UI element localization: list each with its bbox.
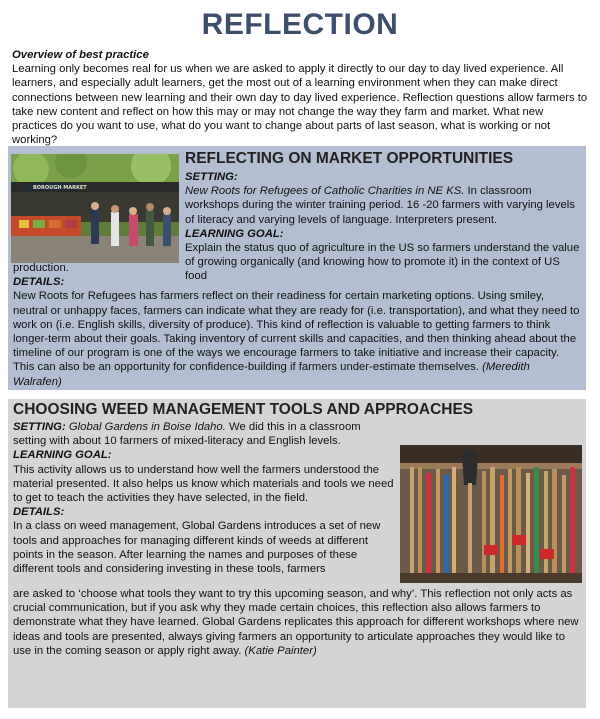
weed-details-text: In a class on weed management, Global Gardens introduces a set of new tools and approaches for managing different kinds of weeds at different points in the season. After learning the names and purposes of these different tools and considering investing in these tools, farmers: [13, 520, 381, 576]
market-setting-desc: In classroom workshops during the winter training period. 16 -20 farmers with varying levels of literacy and varying levels of language. Interpreters present.: [185, 185, 575, 226]
market-details-body: New Roots for Refugees has farmers reflect on their readiness for certain marketing options. Using smiley, neutral or unhappy faces, farmers can indicate what they are ready for (i.e. transportation), and what they need to work on (i.e. English skills, diversity of produce). This kind of reflection is valuable to getting farmers to think longer-term about their goals. Taking inventory of current skills and capacities, and then thinking ahead about the timeline of our program is one of the ways we encourage farmers to take initiative and increase their capacity. This can also be an opportunity for confidence-building if farmers under-estimate themselves.: [13, 290, 580, 374]
market-details-credit: (Meredith Walrafen): [13, 361, 530, 388]
tools-photo: [400, 445, 582, 583]
market-setting-org: New Roots for Refugees of Catholic Charities in NE KS.: [185, 185, 465, 198]
weed-section-title: CHOOSING WEED MANAGEMENT TOOLS AND APPROACHES: [13, 401, 474, 418]
weed-goal-text: This activity allows us to understand how well the farmers understood the material presented. It also helps us know which materials and tools we need to get to teach the activities they have selected, in the field.: [13, 463, 394, 505]
market-goal-text: Explain the status quo of agriculture in the US so farmers understand the value of growing organically (and knowing how to promote it) in the context of US food: [185, 242, 580, 283]
market-goal-text-continued: production.: [13, 262, 69, 274]
weed-management-panel: [8, 399, 586, 708]
weed-details-body: are asked to ‘choose what tools they want to try this upcoming season, and why’. This reflection not only acts as crucial communication, but if you ask why they made certain choices, this reflection also allows farmers to demonstrate what they have learned. Global Gardens replicates this approach for different workshops where new ideas and tools are presented, always giving farmers an opportunity to articulate approaches they would like to use in the coming season or apply right away.: [13, 588, 579, 657]
market-details-text: [13, 289, 581, 388]
market-opportunities-panel: [8, 146, 586, 390]
market-setting-label: SETTING:: [185, 171, 238, 183]
overview-heading: Overview of best practice: [12, 49, 149, 61]
market-sign-text: BOROUGH MARKET: [33, 185, 87, 191]
weed-details-block: [13, 587, 581, 658]
weed-setting-desc: We did this in a classroom setting with about 10 farmers of mixed-literacy and English levels.: [13, 421, 361, 448]
market-goal-label: LEARNING GOAL:: [185, 227, 284, 240]
market-setting-text: [185, 184, 580, 227]
market-details-block: [13, 261, 581, 389]
overview-text: Learning only becomes real for us when we are asked to apply it directly to our day to day lived experience. All learners, and especially adult learners, get the most out of a learning environment when they can make direct connections between new learning and their own day to day lived experience. Reflection questions allow farmers to take new content and reflect on how this may or may not change the way they farm and market. What new practices do you want to use, what do you want to change about parts of last season, what is working or not working?: [12, 63, 588, 147]
market-details-label: DETAILS:: [13, 276, 65, 289]
market-photo: [11, 154, 179, 263]
weed-setting-org: Global Gardens in Boise Idaho.: [68, 421, 226, 433]
weed-details-credit: (Katie Painter): [244, 644, 317, 657]
market-section-title: REFLECTING ON MARKET OPPORTUNITIES: [185, 150, 514, 167]
weed-setting-text: [13, 420, 397, 448]
weed-details-label: DETAILS:: [13, 506, 65, 519]
overview-block: [12, 48, 590, 147]
page-title: REFLECTION: [201, 8, 399, 41]
weed-setting-label: SETTING:: [13, 421, 66, 433]
weed-setting-block: [13, 420, 397, 576]
weed-goal-label: LEARNING GOAL:: [13, 449, 112, 462]
weed-details-text-continued: [13, 587, 581, 658]
